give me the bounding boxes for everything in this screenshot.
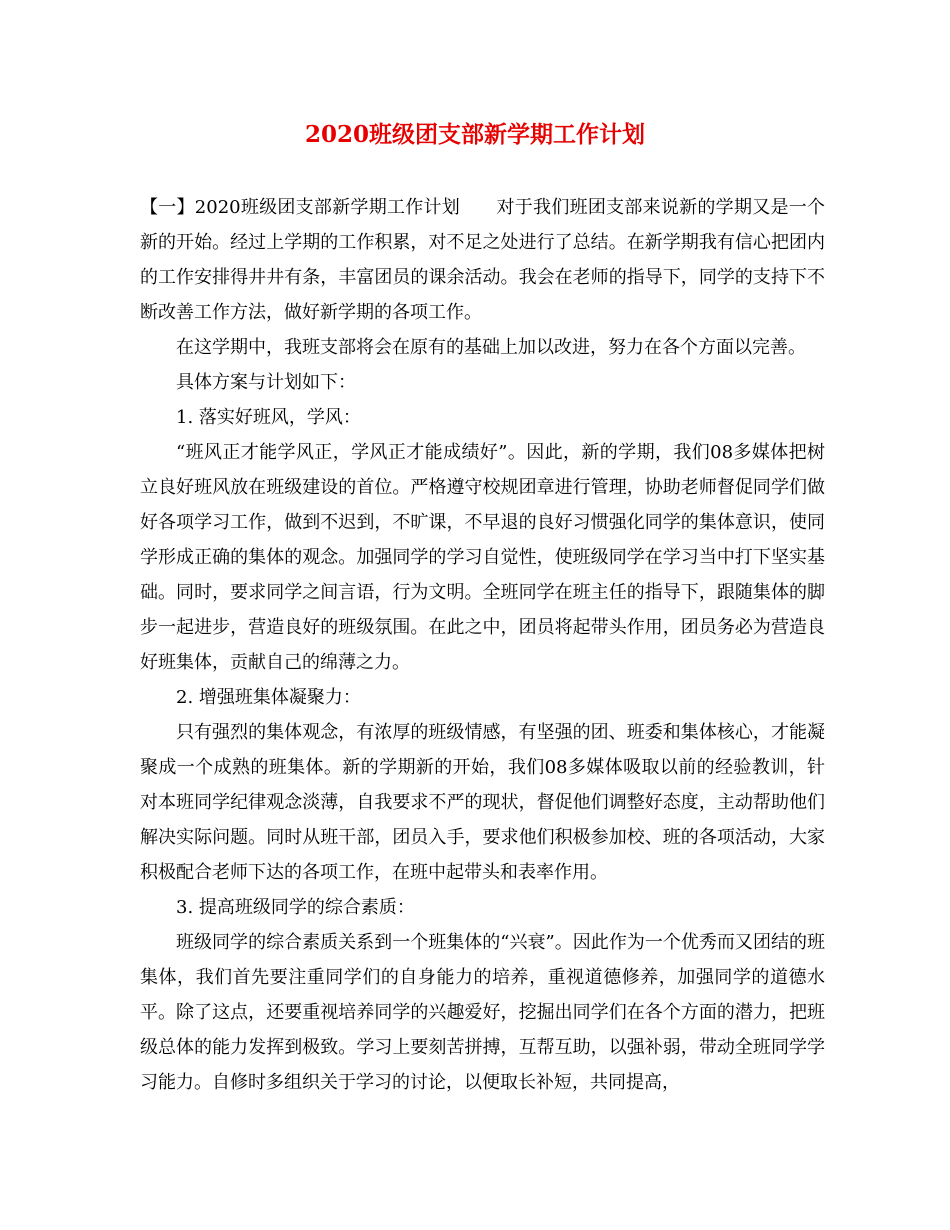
paragraph: 班级同学的综合素质关系到一个班集体的“兴衰”。因此作为一个优秀而又团结的班集体，我们首先要注重同学们的自身能力的培养，重视道德修养，加强同学的道德水平。除了这点，还要重视培养同学的兴趣爱好，挖掘出同学们在各个方面的潜力，把班级总体的能力发挥到极致。学习上要刻苦拼搏，互帮互助，以强补弱，带动全班同学学习能力。自修时多组织关于学习的讨论，以便取长补短，共同提高， [140, 932, 825, 1093]
document-body [140, 190, 825, 1100]
paragraph: 具体方案与计划如下： [176, 372, 356, 393]
section-heading: 1. 落实好班风，学风： [176, 407, 361, 428]
paragraph: 只有强烈的集体观念，有浓厚的班级情感，有坚强的团、班委和集体核心，才能凝聚成一个成熟的班集体。新的学期新的开始，我们08多媒体吸取以前的经验教训，针对本班同学纪律观念淡薄，自我要求不严的现状，督促他们调整好态度，主动帮助他们解决实际问题。同时从班干部，团员入手，要求他们积极参加校、班的各项活动，大家积极配合老师下达的各项工作，在班中起带头和表率作用。 [140, 722, 825, 883]
section-heading: 2. 增强班集体凝聚力： [176, 687, 361, 708]
paragraph: 【一】2020班级团支部新学期工作计划 对于我们班团支部来说新的学期又是一个新的开始。经过上学期的工作积累，对不足之处进行了总结。在新学期我有信心把团内的工作安排得井井有条，丰富团员的课余活动。我会在老师的指导下，同学的支持下不断改善工作方法，做好新学期的各项工作。 [140, 197, 825, 323]
paragraph: “班风正才能学风正，学风正才能成绩好”。因此，新的学期，我们08多媒体把树立良好班风放在班级建设的首位。严格遵守校规团章进行管理，协助老师督促同学们做好各项学习工作，做到不迟到，不旷课，不早退的良好习惯强化同学的集体意识，使同学形成正确的集体的观念。加强同学的学习自觉性，使班级同学在学习当中打下坚实基础。同时，要求同学之间言语，行为文明。全班同学在班主任的指导下，跟随集体的脚步一起进步，营造良好的班级氛围。在此之中，团员将起带头作用，团员务必为营造良好班集体，贡献自己的绵薄之力。 [140, 442, 825, 673]
paragraph: 在这学期中，我班支部将会在原有的基础上加以改进，努力在各个方面以完善。 [176, 337, 806, 358]
document-title: 2020班级团支部新学期工作计划 [304, 121, 645, 148]
section-heading: 3. 提高班级同学的综合素质： [176, 897, 415, 918]
